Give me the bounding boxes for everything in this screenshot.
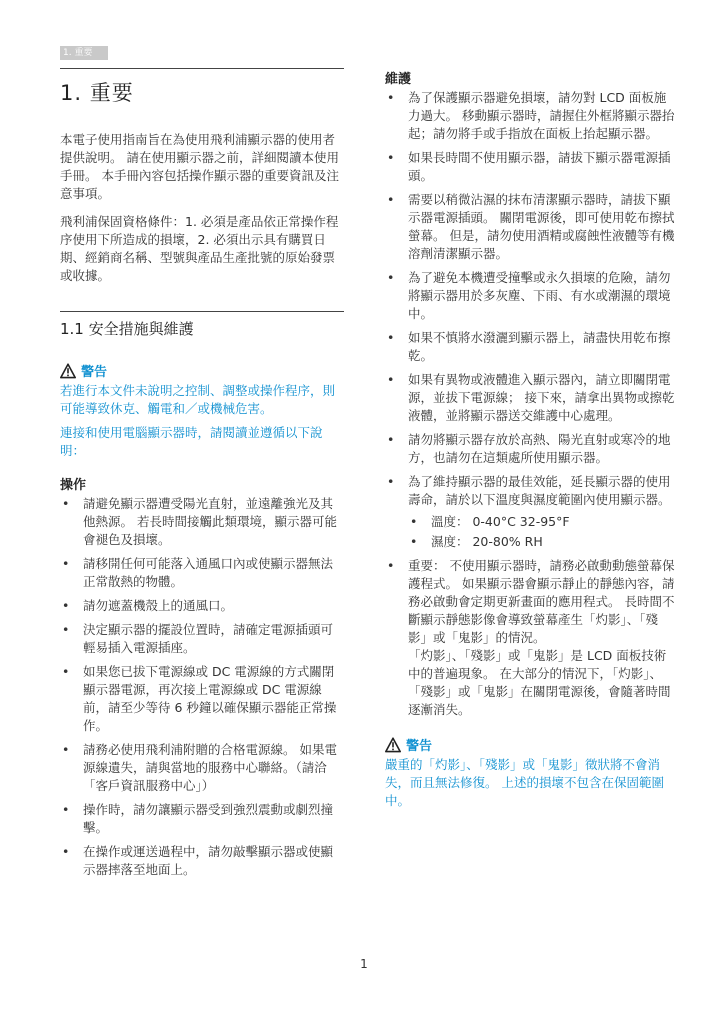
list-item: • 為了維持顯示器的最佳效能，延長顯示器的使用壽命，請於以下溫度與濕度範圍內使用顯示器。 • 溫度： 0-40°C 32-95°F • 濕度： 20-80% RH [385, 473, 675, 551]
list-item: • 如果有異物或液體進入顯示器內，請立即關閉電源，並拔下電源線； 接下來，請拿出異物或擦乾液體，並將顯示器送交維護中心處理。 [387, 372, 675, 423]
condition-temperature: • 溫度： 0-40°C 32-95°F [410, 514, 570, 529]
bullet: • [387, 192, 395, 207]
title-rule [60, 68, 344, 69]
bullet: • [387, 330, 395, 345]
page-title: 1. 重要 [60, 81, 134, 105]
bullet: • [62, 496, 70, 511]
warning-text-2: 連接和使用電腦顯示器時，請閱讀並遵循以下說明： [60, 425, 323, 458]
list-item: • 操作時，請勿讓顯示器受到強烈震動或劇烈撞擊。 [62, 802, 334, 835]
maintenance-list [385, 89, 675, 719]
bullet: • [62, 556, 70, 571]
warning-label-2: 警告 [406, 739, 433, 754]
list-item: • 為了保護顯示器避免損壞，請勿對 LCD 面板施力過大。 移動顯示器時，請握住外框將顯示器抬起；請勿將手或手指放在面板上抬起顯示器。 [387, 90, 675, 141]
intro-paragraph-1: 本電子使用指南旨在為使用飛利浦顯示器的使用者提供說明。 請在使用顯示器之前，詳細閱讀本使用手冊。 本手冊內容包括操作顯示器的重要資訊及注意事項。 [60, 132, 339, 201]
bullet: • [62, 802, 70, 817]
page-number: 1 [360, 957, 368, 971]
list-item: • 如果不慎將水潑灑到顯示器上，請盡快用乾布擦乾。 [387, 330, 671, 363]
list-item: • 請勿將顯示器存放於高熱、陽光直射或寒冷的地方，也請勿在這類處所使用顯示器。 [387, 432, 671, 465]
list-item: • 需要以稍微沾濕的抹布清潔顯示器時，請拔下顯示器電源插頭。 關閉電源後，即可使用乾布擦拭螢幕。 但是，請勿使用酒精或腐蝕性液體等有機溶劑清潔顯示器。 [387, 192, 675, 261]
bullet: • [387, 90, 395, 105]
bullet: • [62, 622, 70, 637]
list-item: • 如果長時間不使用顯示器，請拔下顯示器電源插頭。 [387, 150, 671, 183]
operation-heading: 操作 [60, 478, 87, 493]
operation-list [60, 495, 344, 879]
list-item: • 請勿遮蓋機殼上的通風口。 [62, 598, 234, 613]
maintenance-heading: 維護 [385, 72, 412, 87]
list-item-important: • 重要： 不使用顯示器時，請務必啟動動態螢幕保護程式。 如果顯示器會顯示靜止的靜態內容，請務必啟動會定期更新畫面的應用程式。 長時間不斷顯示靜態影像會導致螢幕產生「灼影」、「殘影」或「鬼影」的情況。 「灼影」、「殘影」或「鬼影」是 LCD 面板技術中的普遍現象。 在大部分的情況下，「灼影」、「殘影」或「鬼影」在關閉電源後，會隨著時間逐漸消失。 [387, 558, 675, 717]
bullet: • [62, 664, 70, 679]
bullet: • [387, 432, 395, 447]
list-item: • 請務必使用飛利浦附贈的合格電源線。 如果電源線遺失，請與當地的服務中心聯絡。（請洽「客戶資訊服務中心」） [62, 742, 337, 793]
section-title: 1.1 安全措施與維護 [60, 320, 194, 338]
right-column [385, 68, 675, 810]
warning-text-3: 嚴重的「灼影」、「殘影」或「鬼影」徵狀將不會消失，而且無法修復。 上述的損壞不包含在保固範圍中。 [385, 757, 664, 808]
header-tab: 1. 重要 [60, 46, 108, 60]
bullet: • [387, 270, 395, 285]
list-item: • 請移開任何可能落入通風口內或使顯示器無法正常散熱的物體。 [62, 556, 334, 589]
condition-humidity: • 濕度： 20-80% RH [410, 534, 543, 549]
list-item: • 為了避免本機遭受撞擊或永久損壞的危險，請勿將顯示器用於多灰塵、下雨、有水或潮濕的環境中。 [387, 270, 671, 321]
bullet: • [62, 598, 70, 613]
important-note-2: 「灼影」、「殘影」或「鬼影」是 LCD 面板技術中的普遍現象。 在大部分的情況下，「灼影」、「殘影」或「鬼影」在關閉電源後，會隨著時間逐漸消失。 [408, 648, 671, 717]
bullet: • [387, 474, 395, 489]
section-rule [60, 311, 344, 312]
warning-triangle-icon [385, 737, 401, 753]
conditions-list [408, 513, 675, 551]
bullet: • [387, 150, 395, 165]
bullet: • [387, 558, 395, 573]
left-column [60, 68, 344, 885]
list-item: • 如果您已拔下電源線或 DC 電源線的方式關閉顯示器電源，再次接上電源線或 DC 電源線前，請至少等待 6 秒鐘以確保顯示器能正常操作。 [62, 664, 337, 733]
bullet: • [62, 844, 70, 859]
warning-triangle-icon [60, 363, 76, 379]
bullet: • [387, 372, 395, 387]
list-item: • 決定顯示器的擺設位置時，請確定電源插頭可輕易插入電源插座。 [62, 622, 334, 655]
warning-heading-2 [385, 735, 675, 754]
warning-heading [60, 361, 344, 380]
bullet: • [410, 514, 418, 529]
bullet: • [410, 534, 418, 549]
intro-paragraph-2: 飛利浦保固資格條件：1. 必須是產品依正常操作程序使用下所造成的損壞，2. 必須出示具有購買日期、經銷商名稱、型號與產品生產批號的原始發票或收據。 [60, 214, 339, 283]
list-item: • 請避免顯示器遭受陽光直射，並遠離強光及其他熱源。 若長時間接觸此類環境，顯示器可能會褪色及損壞。 [62, 496, 337, 547]
warning-text-1: 若進行本文件未說明之控制、調整或操作程序，則可能導致休克、觸電和／或機械危害。 [60, 383, 336, 416]
warning-label: 警告 [81, 365, 108, 380]
bullet: • [62, 742, 70, 757]
list-item: • 在操作或運送過程中，請勿敲擊顯示器或使顯示器摔落至地面上。 [62, 844, 334, 877]
